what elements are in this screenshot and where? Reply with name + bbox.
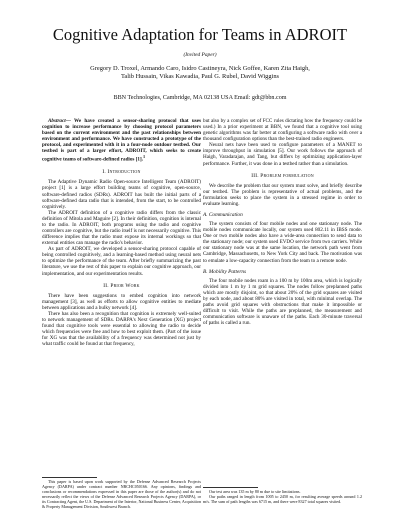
author-line-1: Gregory D. Troxel, Armando Caro, Isidro Castineyra, Nick Goffee, Karen Zita Haigh, <box>90 65 310 72</box>
footnote-3: Our paths ranged in length from 1005 to 2450 m, for resulting average speeds around 1.2 m/s. The sum of path lengths was 6715 m, and there were 8327 total squares visited. <box>203 493 362 504</box>
abstract <box>42 118 201 163</box>
abstract-footnote-mark: 1 <box>143 154 146 160</box>
subsection-heading-mobility: B. Mobility Patterns <box>203 268 247 275</box>
author-list <box>40 65 360 81</box>
communication-paragraph-1: The system consists of four mobile nodes and one stationary node. The mobile nodes communicate locally, our system used 802.11 in IBSS mode. One or two mobile nodes also have a wide-area connection to send data to the stationary node; our system used EVDO service from two carriers. While our stationary node was at the same location, the network path went from Cambridge, Massachusetts, to New York City and back. The motivation was to emulate a low-capacity connection from the team to a remote node. <box>203 221 362 264</box>
intro-paragraph-1: The Adaptive Dynamic Radio Open-source Intelligent Team (ADROIT) project [1] is a large effort building teams of cognitive, open-source, software-defined radios (SDRs). ADROIT has built the initial parts of a software-defined data radio that is intended, from the start, to be controlled cognitively. <box>42 179 201 210</box>
affiliation: BBN Technologies, Cambridge, MA 02138 USA Email: gdt@bbn.com <box>113 95 287 101</box>
abstract-label: Abstract <box>48 118 66 124</box>
intro-paragraph-3: As part of ADROIT, we developed a sensor-sharing protocol capable of being controlled cognitively, and a learning-based method using neural nets to optimize the performance of the team. After briefly summarizing the past literature, we use the rest of this paper to explain our cognitive approach, our implementation, and our experimentation results. <box>42 246 201 277</box>
problem-paragraph-1: We describe the problem that our system must solve, and briefly describe our testbed. The problem is representative of actual problems, and the formulation seeks to place the system in a stressed regime in order to evaluate learning. <box>203 182 362 207</box>
footnote-rule <box>203 487 258 488</box>
author-line-2: Talib Hussain, Vikas Kawadia, Paul G. Rubel, David Wiggins <box>120 73 280 80</box>
abstract-text: — We have created a sensor-sharing protocol that uses cognition to increase performance by choosing protocol parameters based on the current environment and the past relationships between environment and performance. We have constructed a prototype of the protocol, and experimented with it in a four-node outdoor testbed. Our testbed is part of a larger effort, ADROIT, which seeks to create cognitive teams of software-defined radios [1]. <box>42 118 201 164</box>
right-footnotes <box>203 483 362 505</box>
prior-paragraph-3: Neural nets have been used to configure parameters of a MANET to improve throughput in simulation [5]. Our work follows the approach of Haigh, Varadarajan, and Tang, but differs by optimizing application-layer performance. Further, it was done in a testbed rather than a simulation. <box>203 142 362 167</box>
prior-paragraph-1: There have been suggestions to embed cognition into network management [3], as well as efforts to allow cognitive entities to mediate between applications and a bulky network [4]. <box>42 292 201 311</box>
left-footnotes <box>42 473 201 509</box>
subsection-heading-communication: A. Communication <box>203 212 243 219</box>
footnote-2: Our test area was 135 m by 80 m due to site limitations. <box>209 489 301 494</box>
prior-paragraph-2: There has also been a recognition that cognition is extremely well-suited to network management of SDRs. DARPA's Next Generation (XG) project found that cognitive tools were essential to allowing the radio to decide which frequencies were free and how to best exploit them. (Part of the issue for XG was that the availability of a frequency was determined not just by what traffic could be found at that frequency, <box>42 310 201 348</box>
prior-paragraph-2-continued: but also by a complex set of FCC rules dictating how the frequency could be used.) In a prior experiment at BBN, we found that a cognitive tool using genetic algorithms was far better at configuring a software radio with over a thousand configuration options than the best-trained radio engineers. <box>203 118 362 143</box>
left-column <box>42 118 201 509</box>
mobility-paragraph-1: The four mobile nodes roam in a 100 m by 100m area, which is logically divided into 1 m by 1 m grid squares. The nodes follow preplanned paths which are mostly disjoint, so that about 20% of the grid squares are visited by each node, and about 80% are visited in total, with minimal overlap. The paths avoid grid squares with obstructions that make it impossible or difficult to visit. While the paths are preplanned, the measurement and communication software is unaware of the paths. Each 30-minute traversal of paths is called a run. <box>203 277 362 327</box>
intro-paragraph-2: The ADROIT definition of a cognitive radio differs from the classic definition of Mitola and Maguire [2]. In their definition, cognition is internal to the radio. In ADROIT, both programs using the radio and cognitive controllers are cognitive, but the radio itself is not necessarily cognitive. This difference implies that the radio must expose its internal workings so that external entities can manage the radio's behavior. <box>42 209 201 247</box>
paper-title: Cognitive Adaptation for Teams in ADROIT <box>52 25 348 44</box>
paper-subtitle: (Invited Paper) <box>183 52 217 58</box>
right-column <box>203 118 362 504</box>
footnote-1: This paper is based upon work supported by the Defense Advanced Research Projects Agency (DARPA) under contract number NBCHC050166. Any opinions, findings and conclusions or recommendations expressed in this paper are those of the author(s) and do not necessarily reflect the views of the Defense Advanced Research Projects Agency (DARPA), or its Contracting Agent, the U.S. Department of the Interior, National Business Center, Acquisition & Property Management Division, Southwest Branch. <box>42 479 201 509</box>
section-heading-introduction: I. Introduction <box>102 169 141 176</box>
section-heading-problem: III. Problem formulation <box>251 172 314 179</box>
footnote-rule <box>42 477 97 478</box>
section-heading-prior-work: II. Prior Work <box>103 282 140 289</box>
